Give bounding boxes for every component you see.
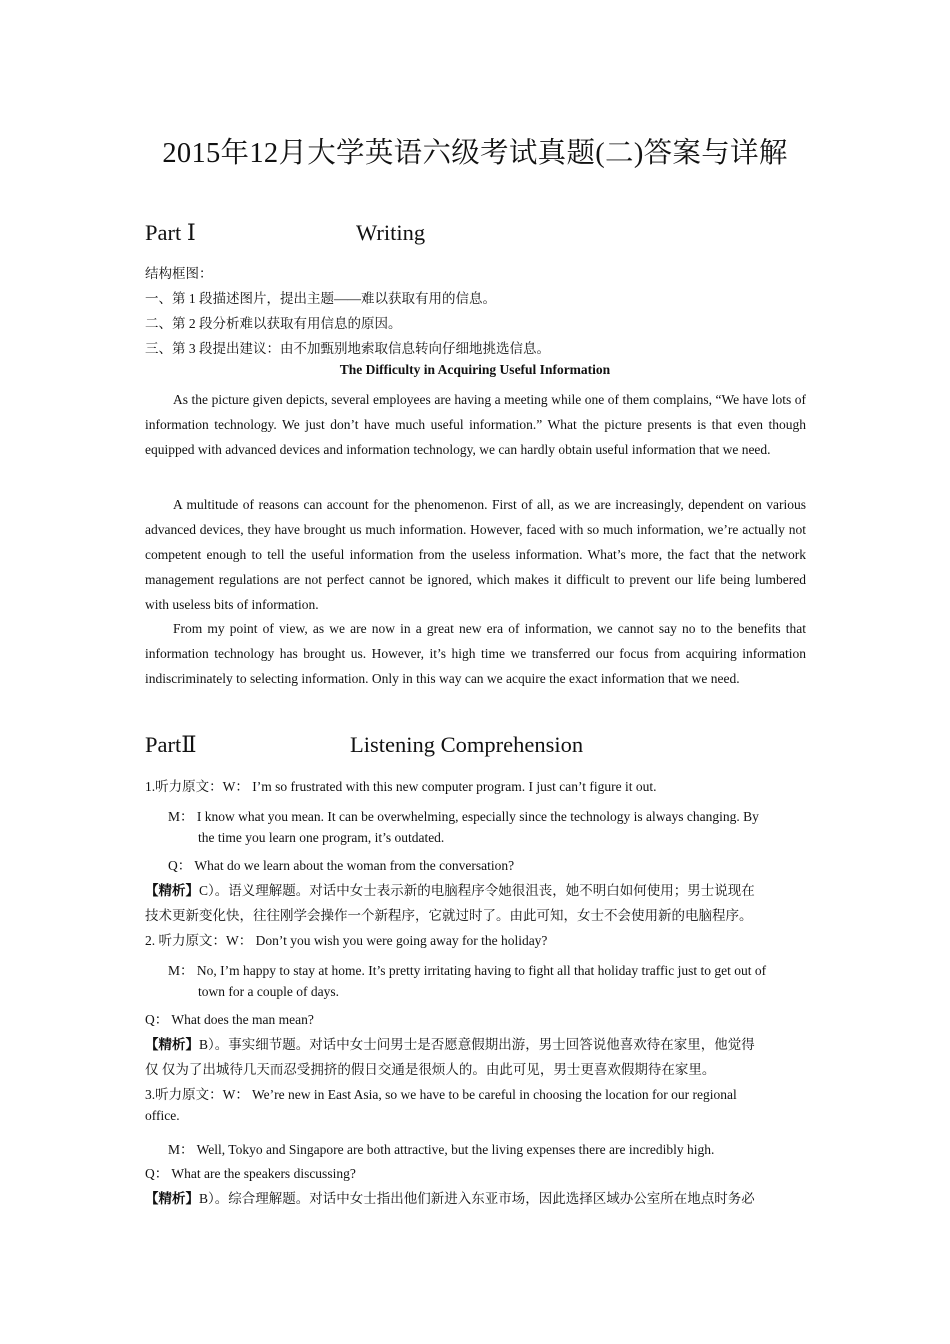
- listening-2-question: Q： What does the man mean?: [145, 1012, 314, 1027]
- essay-paragraph: From my point of view, as we are now in a great new era of information, we cannot say no to the benefits that information technology has brought us. However, it’s high time we transferred our focus from acquiring information indiscriminately to selecting information. Only in this way can we acquire the exact information that we need.: [145, 621, 806, 686]
- analysis-tag: 【精析】: [145, 1037, 199, 1052]
- listening-3-analysis: [145, 1187, 755, 1207]
- analysis-text: B）。综合理解题。对话中女士指出他们新进入东亚市场，因此选择区域办公室所在地点时务必: [199, 1191, 755, 1206]
- listening-2-man-cont: town for a couple of days.: [198, 984, 339, 999]
- outline-item: 一、第 1 段描述图片，提出主题——难以获取有用的信息。: [145, 291, 496, 306]
- listening-1-man: M： I know what you mean. It can be overwhelming, especially since the technology is always changing. By: [168, 809, 759, 824]
- essay-paragraph: A multitude of reasons can account for the phenomenon. First of all, as we are increasingly, dependent on various advanced devices, they have brought us much information. However, faced with so much information, we’re actually not competent enough to tell the useful information from the useless information. What’s more, the fact that the network management regulations are not perfect cannot be ignored, which makes it difficult to prevent our life being lumbered with useless bits of information.: [145, 497, 806, 612]
- listening-1-man-cont: the time you learn one program, it’s outdated.: [198, 830, 445, 845]
- part-2-heading: Listening Comprehension: [350, 732, 584, 757]
- analysis-text: C）。语义理解题。对话中女士表示新的电脑程序令她很沮丧，她不明白如何使用；男士说现在: [199, 883, 755, 898]
- part-1-heading: Writing: [356, 220, 426, 245]
- listening-2-analysis: [145, 1033, 755, 1053]
- listening-1-question: Q： What do we learn about the woman from the conversation?: [168, 858, 515, 873]
- listening-2-analysis-cont: 仅 仅为了出城待几天而忍受拥挤的假日交通是很烦人的。由此可见，男士更喜欢假期待在家里。: [145, 1062, 716, 1077]
- listening-2-man: M： No, I’m happy to stay at home. It’s pretty irritating having to fight all that holiday traffic just to get out of: [168, 963, 767, 978]
- listening-3-question: Q： What are the speakers discussing?: [145, 1166, 356, 1181]
- outline-item: 三、第 3 段提出建议：由不加甄别地索取信息转向仔细地挑选信息。: [145, 341, 550, 356]
- part-1-name: Part Ⅰ: [145, 220, 196, 245]
- listening-3-man: M： Well, Tokyo and Singapore are both attractive, but the living expenses there are incredibly high.: [168, 1142, 715, 1157]
- listening-1-woman: 1.听力原文：W： I’m so frustrated with this new computer program. I just can’t figure it out.: [145, 779, 657, 794]
- analysis-text: B）。事实细节题。对话中女士问男士是否愿意假期出游，男士回答说他喜欢待在家里，他觉得: [199, 1037, 755, 1052]
- outline-heading: 结构框图：: [145, 266, 213, 281]
- outline-item: 二、第 2 段分析难以获取有用信息的原因。: [145, 316, 402, 331]
- part-2-name: PartⅡ: [145, 732, 197, 757]
- listening-3-woman-cont: office.: [145, 1108, 180, 1123]
- essay-paragraph: As the picture given depicts, several employees are having a meeting while one of them complains, “We have lots of information technology. We just don’t have much useful information.” What the picture presents is that even though equipped with advanced devices and information technology, we can hardly obtain useful information that we need.: [145, 392, 806, 457]
- listening-1-analysis-cont: 技术更新变化快，往往刚学会操作一个新程序，它就过时了。由此可知，女士不会使用新的电脑程序。: [145, 908, 753, 923]
- analysis-tag: 【精析】: [145, 1191, 199, 1206]
- page-title: 2015年12月大学英语六级考试真题(二)答案与详解: [162, 138, 788, 169]
- essay-title: The Difficulty in Acquiring Useful Information: [339, 362, 611, 377]
- listening-1-analysis: [145, 879, 755, 899]
- analysis-tag: 【精析】: [145, 883, 199, 898]
- listening-2-woman: 2. 听力原文：W： Don’t you wish you were going away for the holiday?: [145, 933, 548, 948]
- listening-3-woman: 3.听力原文：W： We’re new in East Asia, so we have to be careful in choosing the location for our regional: [145, 1087, 737, 1102]
